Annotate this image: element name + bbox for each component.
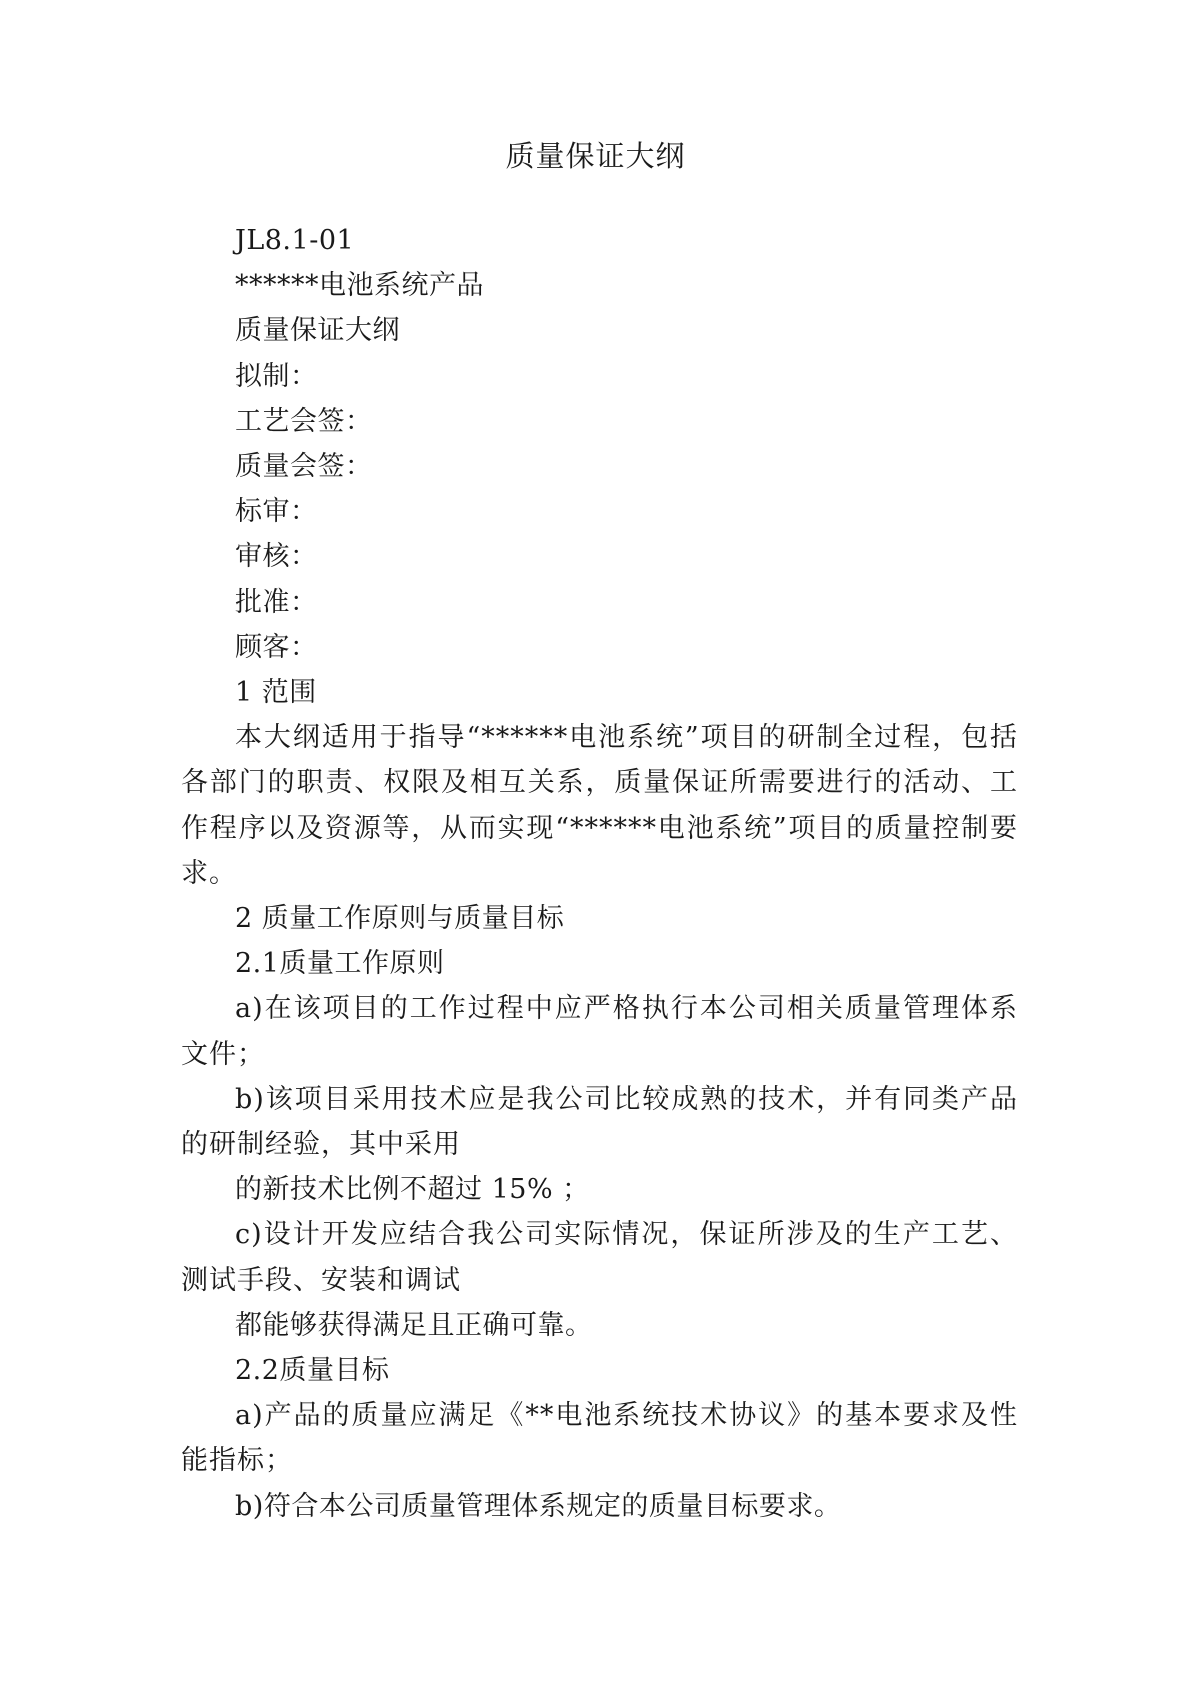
- section-1-paragraph: 本大纲适用于指导“******电池系统”项目的研制全过程，包括各部门的职责、权限及相互关系，质量保证所需要进行的活动、工作程序以及资源等，从而实现“******电池系统”项目的质量控制要求。: [181, 722, 1018, 889]
- quality-sign-field: 质量会签：: [235, 451, 373, 483]
- process-sign-field: 工艺会签：: [235, 405, 373, 437]
- drafter-field: 拟制：: [235, 360, 318, 392]
- section-2-1-item-b-cont: 的新技术比例不超过 15% ；: [235, 1174, 590, 1206]
- document-code: JL8.1-01: [235, 225, 355, 256]
- section-2-1-item-b: b)该项目采用技术应是我公司比较成熟的技术，并有同类产品的研制经验，其中采用: [181, 1083, 1018, 1161]
- section-2-1-heading: 2.1质量工作原则: [235, 948, 445, 980]
- section-2-2-heading: 2.2质量目标: [235, 1355, 390, 1387]
- review-field: 审核：: [235, 541, 318, 573]
- section-2-heading: 2 质量工作原则与质量目标: [235, 903, 565, 935]
- section-2-2-item-b: b)符合本公司质量管理体系规定的质量目标要求。: [235, 1490, 842, 1522]
- section-2-1-item-a: a)在该项目的工作过程中应严格执行本公司相关质量管理体系文件；: [181, 993, 1018, 1070]
- standard-review-field: 标审：: [235, 496, 318, 528]
- document-subtitle: 质量保证大纲: [235, 315, 400, 347]
- section-2-1-item-c-cont: 都能够获得满足且正确可靠。: [235, 1309, 593, 1341]
- product-name: ******电池系统产品: [235, 270, 484, 302]
- customer-field: 顾客：: [235, 631, 318, 663]
- document-title: 质量保证大纲: [505, 139, 686, 173]
- section-2-1-item-c: c)设计开发应结合我公司实际情况，保证所涉及的生产工艺、测试手段、安装和调试: [181, 1219, 1018, 1296]
- document-body: [181, 218, 1018, 1529]
- approval-field: 批准：: [235, 586, 318, 618]
- section-1-heading: 1 范围: [235, 677, 317, 709]
- section-2-2-item-a: a)产品的质量应满足《**电池系统技术协议》的基本要求及性能指标；: [181, 1400, 1018, 1477]
